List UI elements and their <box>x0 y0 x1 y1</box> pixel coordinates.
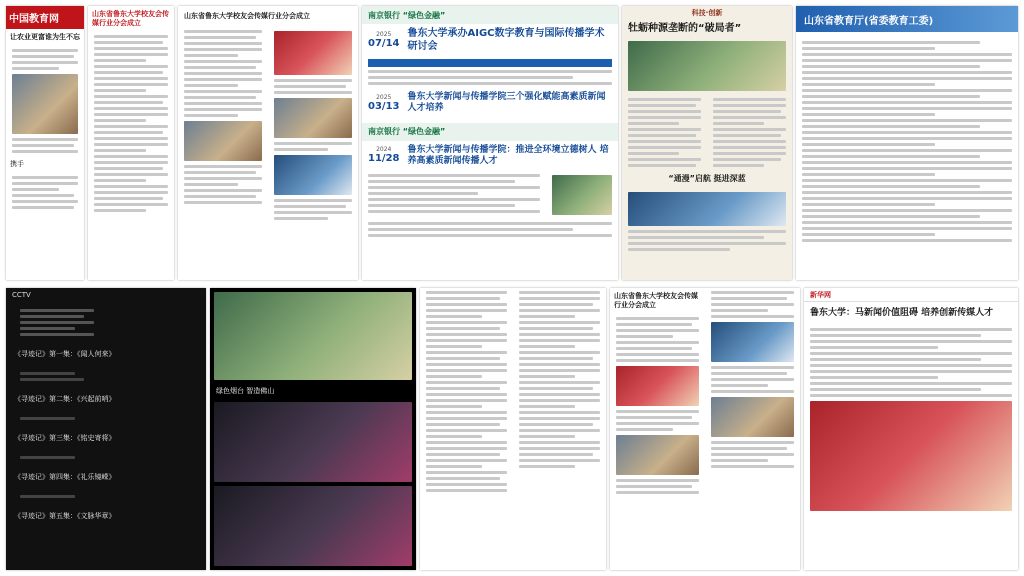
bank-banner-2: 南京银行 “绿色金融” <box>368 127 446 136</box>
article-headline: 鲁东大学：马新闻价值阻碍 培养创新传媒人才 <box>810 308 994 318</box>
video-stills-tile[interactable] <box>210 288 416 570</box>
date-year: 2025 <box>376 93 392 101</box>
video-series-tile[interactable]: CCTV 《寻迹记》第一集：《闻人何来》 《寻迹记》第二集：《兴起前哨》 《寻迹记》第三集：《铭史寄将》 《寻迹记》第四集：《礼乐镜嵘》 《寻迹记》第五集：《文脉华章》 <box>6 288 206 570</box>
science-headline: 牡蛎种源垄断的“破局者” <box>628 22 742 34</box>
newspaper-science-tile[interactable] <box>622 6 792 280</box>
headline-3[interactable]: 鲁东大学新闻与传播学院：推进全环境立德树人 培养高素质新闻传播人才 <box>407 144 609 166</box>
episode-title-5[interactable]: 《寻迹记》第五集：《文脉华章》 <box>14 512 116 520</box>
episode-title-1[interactable]: 《寻迹记》第一集：《闻人何来》 <box>14 350 116 358</box>
date-day: 11/28 <box>368 153 400 164</box>
article-tile-2[interactable] <box>178 6 358 280</box>
date-year: 2025 <box>376 30 392 38</box>
episode-title-3[interactable]: 《寻迹记》第三集：《铭史寄将》 <box>14 434 116 442</box>
article-photo <box>12 74 78 134</box>
date-day: 07/14 <box>368 37 400 49</box>
article-tile-1b[interactable] <box>88 6 174 280</box>
article-headline: 山东省鲁东大学校友会传媒行业分会成立 <box>614 292 698 309</box>
dept-banner: 山东省教育厅(省委教育工委) <box>796 6 1018 32</box>
article-tile-8[interactable] <box>420 288 606 570</box>
episode-title-4[interactable]: 《寻迹记》第四集：《礼乐镜嵘》 <box>14 473 116 481</box>
article-tile-1[interactable] <box>6 6 84 280</box>
article-tile-10[interactable] <box>804 288 1018 570</box>
still-caption: 绿色烟台 智造佛山 <box>216 387 275 395</box>
site-brand: 新华网 <box>804 288 1018 302</box>
headline-1[interactable]: 鲁东大学承办AIGC数字教育与国际传播学术研讨会 <box>407 28 605 52</box>
article-headline: 山东省鲁东大学校友会传媒行业分会成立 <box>92 10 169 27</box>
edu-dept-tile[interactable] <box>796 6 1018 280</box>
episode-title-2[interactable]: 《寻迹记》第二集：《兴起前哨》 <box>14 395 116 403</box>
masthead: 中国教育网 <box>6 6 84 29</box>
headline-2[interactable]: 鲁东大学新闻与传播学院三个强化赋能高素质新闻人才培养 <box>407 92 606 114</box>
science-subhead: “通漫”启航 挺进深蓝 <box>668 174 746 184</box>
date-year: 2024 <box>376 146 392 153</box>
article-headline: 山东省鲁东大学校友会传媒行业分会成立 <box>184 12 310 20</box>
bank-banner-1: 南京银行 “绿色金融” <box>368 10 446 20</box>
column-b-title: 携手 <box>10 159 24 168</box>
column-a-title: 让农业更富谁为生不忘 <box>10 33 80 41</box>
article-tile-9[interactable] <box>610 288 800 570</box>
news-site-tile[interactable] <box>362 6 618 280</box>
section-label: 科技·创新 <box>691 9 723 17</box>
date-day: 03/13 <box>368 100 400 112</box>
